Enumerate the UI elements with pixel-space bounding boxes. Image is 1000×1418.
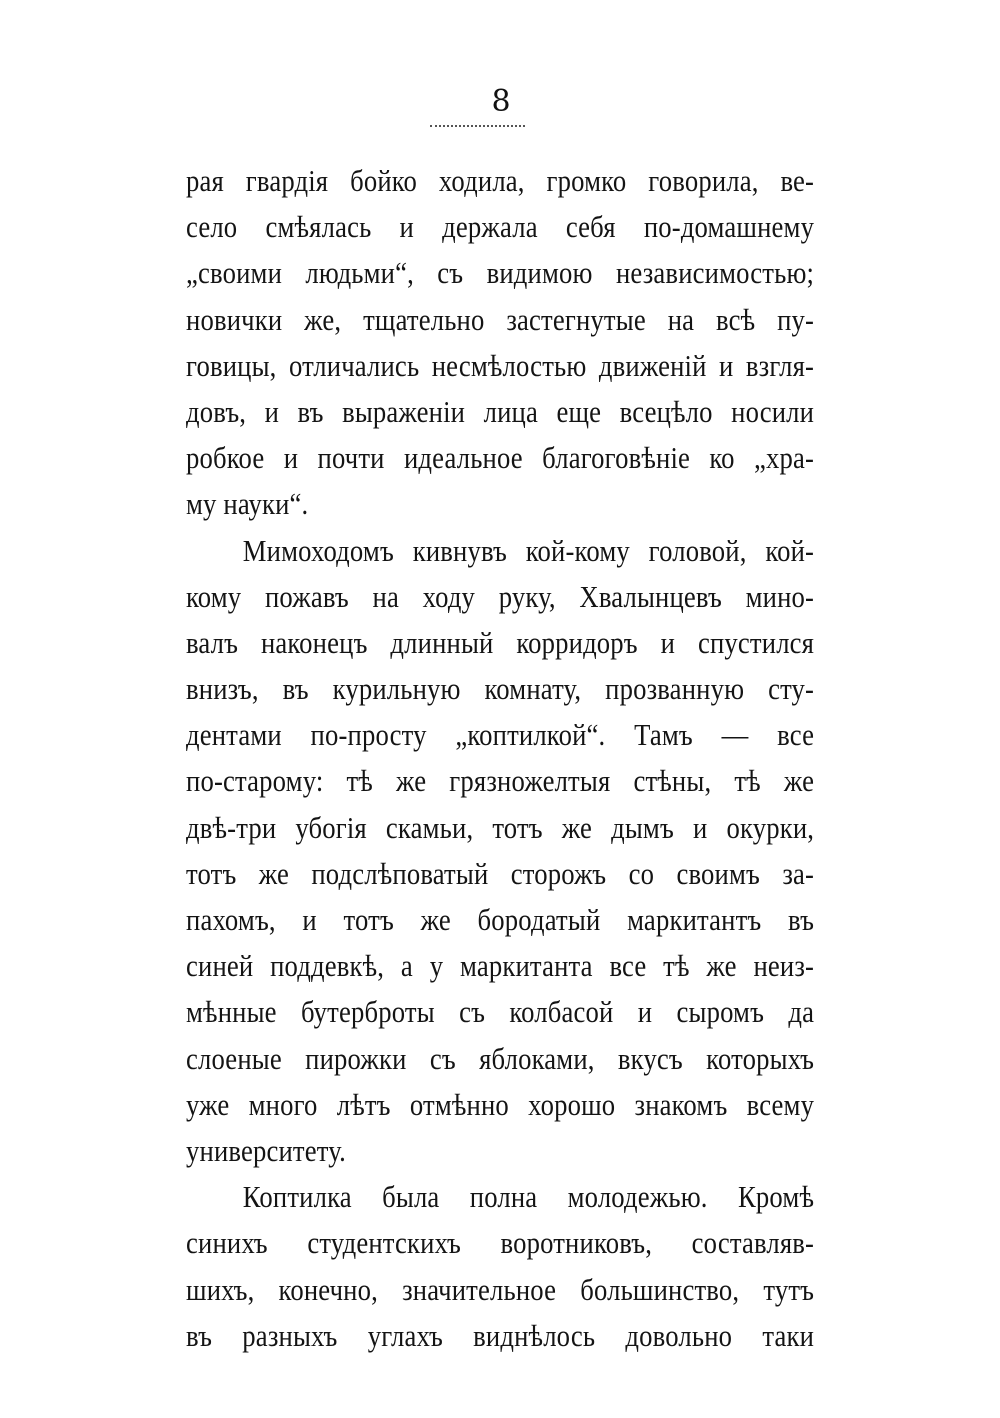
text-line: мѣнные бутерброты съ колбасой и сыромъ да: [186, 994, 815, 1030]
text-line: кому пожавъ на ходу руку, Хвалынцевъ мино-: [186, 578, 815, 614]
text-line: рая гвардія бойко ходила, громко говорила, ве-: [186, 163, 815, 198]
header-rule: [430, 125, 525, 127]
text-line: робкое и почти идеальное благоговѣніе ко „хра-: [186, 440, 815, 476]
text-line: синей поддевкѣ, а у маркитанта все тѣ же неиз-: [186, 948, 815, 984]
text-line: валъ наконецъ длинный корридоръ и спустился: [186, 624, 815, 660]
text-line: внизъ, въ курильную комнату, прозванную сту-: [186, 671, 815, 707]
text-line: новички же, тщательно застегнутые на всѣ пу-: [186, 301, 815, 337]
text-line: уже много лѣтъ отмѣнно хорошо знакомъ всему: [186, 1086, 815, 1122]
text-line: по-старому: тѣ же грязножелтыя стѣны, тѣ же: [186, 763, 815, 799]
text-line: слоеные пирожки съ яблоками, вкусъ которыхъ: [186, 1040, 815, 1076]
text-line: довъ, и въ выраженіи лица еще всецѣло носили: [186, 393, 815, 429]
text-line: университету.: [186, 1132, 346, 1168]
text-line: двѣ-три убогія скамьи, тотъ же дымъ и окурки,: [186, 809, 815, 845]
text-line: тотъ же подслѣповатый сторожъ со своимъ за-: [186, 855, 815, 891]
text-line: шихъ, конечно, значительное большинство, тутъ: [186, 1271, 815, 1307]
text-line: синихъ студентскихъ воротниковъ, составляв-: [186, 1225, 815, 1261]
text-line: въ разныхъ углахъ виднѣлось довольно таки: [186, 1317, 815, 1353]
text-line: село смѣялась и держала себя по-домашнему: [186, 209, 815, 245]
text-line: Коптилка была полна молодежью. Кромѣ: [242, 1179, 815, 1215]
body-text: [186, 158, 814, 1359]
text-line: „своими людьми“, съ видимою независимостью;: [186, 255, 815, 291]
text-line: говицы, отличались несмѣлостью движеній и взгля-: [186, 347, 815, 383]
text-line: пахомъ, и тотъ же бородатый маркитантъ въ: [186, 902, 815, 937]
text-line: Мимоходомъ кивнувъ кой-кому головой, кой-: [242, 532, 815, 568]
text-line: дентами по-просту „коптилкой“. Тамъ — все: [186, 717, 815, 753]
text-line: му науки“.: [186, 486, 309, 522]
page-number: 8: [491, 84, 511, 119]
